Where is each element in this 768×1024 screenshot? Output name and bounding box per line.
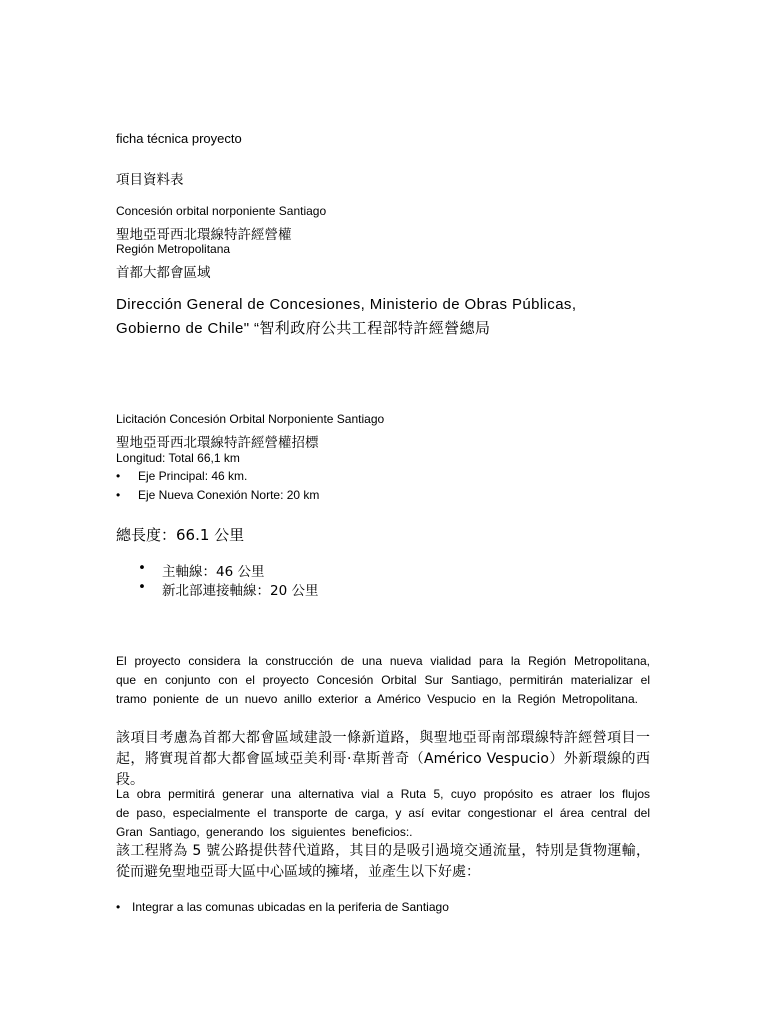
bullet-symbol: • [138,579,146,595]
doc-title-cjk: 項目資料表 [116,172,184,188]
length-total-cjk: 總長度：66.1 公里 [116,526,245,544]
region: Región Metropolitana [116,242,231,256]
paragraph-benefits-cjk: 該工程將為 5 號公路提供替代道路，其目的是吸引過境交通流量，特別是貨物運輸，從而避免聖地亞哥大區中心區域的擁堵，並產生以下好處： [116,843,650,880]
length-total: Longitud: Total 66,1 km [116,451,240,465]
authority-line-2: Gobierno de Chile" “智利政府公共工程部特許經營總局 [116,320,491,337]
list-item-text: Eje Nueva Conexión Norte: 20 km [138,488,320,502]
list-item-text: 主軸線：46 公里 [162,564,265,580]
authority-line-1: Dirección General de Concesiones, Ministerio de Obras Públicas, [116,296,577,313]
paragraph-description-cjk: 該項目考慮為首都大都會區域建設一條新道路，與聖地亞哥南部環線特許經營項目一起，將實現首都大都會區域亞美利哥·韋斯普奇（Américo Vespucio）外新環線的西段。 [116,730,650,788]
doc-title: ficha técnica proyecto [116,131,242,146]
paragraph-description: El proyecto considera la construcción de una nueva vialidad para la Región Metropolitana, que en conjunto con el proyecto Concesión Orbital Sur Santiago, permitirán materializar el tramo poniente de un nuevo anillo exterior a Américo Vespucio en la Región Metropolitana. [116,654,650,706]
paragraph-benefits: La obra permitirá generar una alternativa vial a Ruta 5, cuyo propósito es atraer los flujos de paso, especialmente el transporte de carga, y así evitar congestionar el área central del Gran Santiago, generando los siguientes beneficios:. [116,787,650,839]
project-name-cjk: 聖地亞哥西北環線特許經營權 [116,227,292,243]
tender-title: Licitación Concesión Orbital Norponiente Santiago [116,412,385,426]
bullet-symbol: • [116,900,121,914]
bullet-symbol: • [116,469,121,483]
bullet-symbol: • [116,488,121,502]
tender-title-cjk: 聖地亞哥西北環線特許經營權招標 [116,435,319,451]
region-cjk: 首都大都會區域 [116,265,211,281]
list-item-text: Integrar a las comunas ubicadas en la periferia de Santiago [132,900,449,914]
list-item-text: 新北部連接軸線：20 公里 [162,583,319,599]
list-item-text: Eje Principal: 46 km. [138,469,248,483]
bullet-symbol: • [138,560,146,576]
project-name: Concesión orbital norponiente Santiago [116,204,327,218]
